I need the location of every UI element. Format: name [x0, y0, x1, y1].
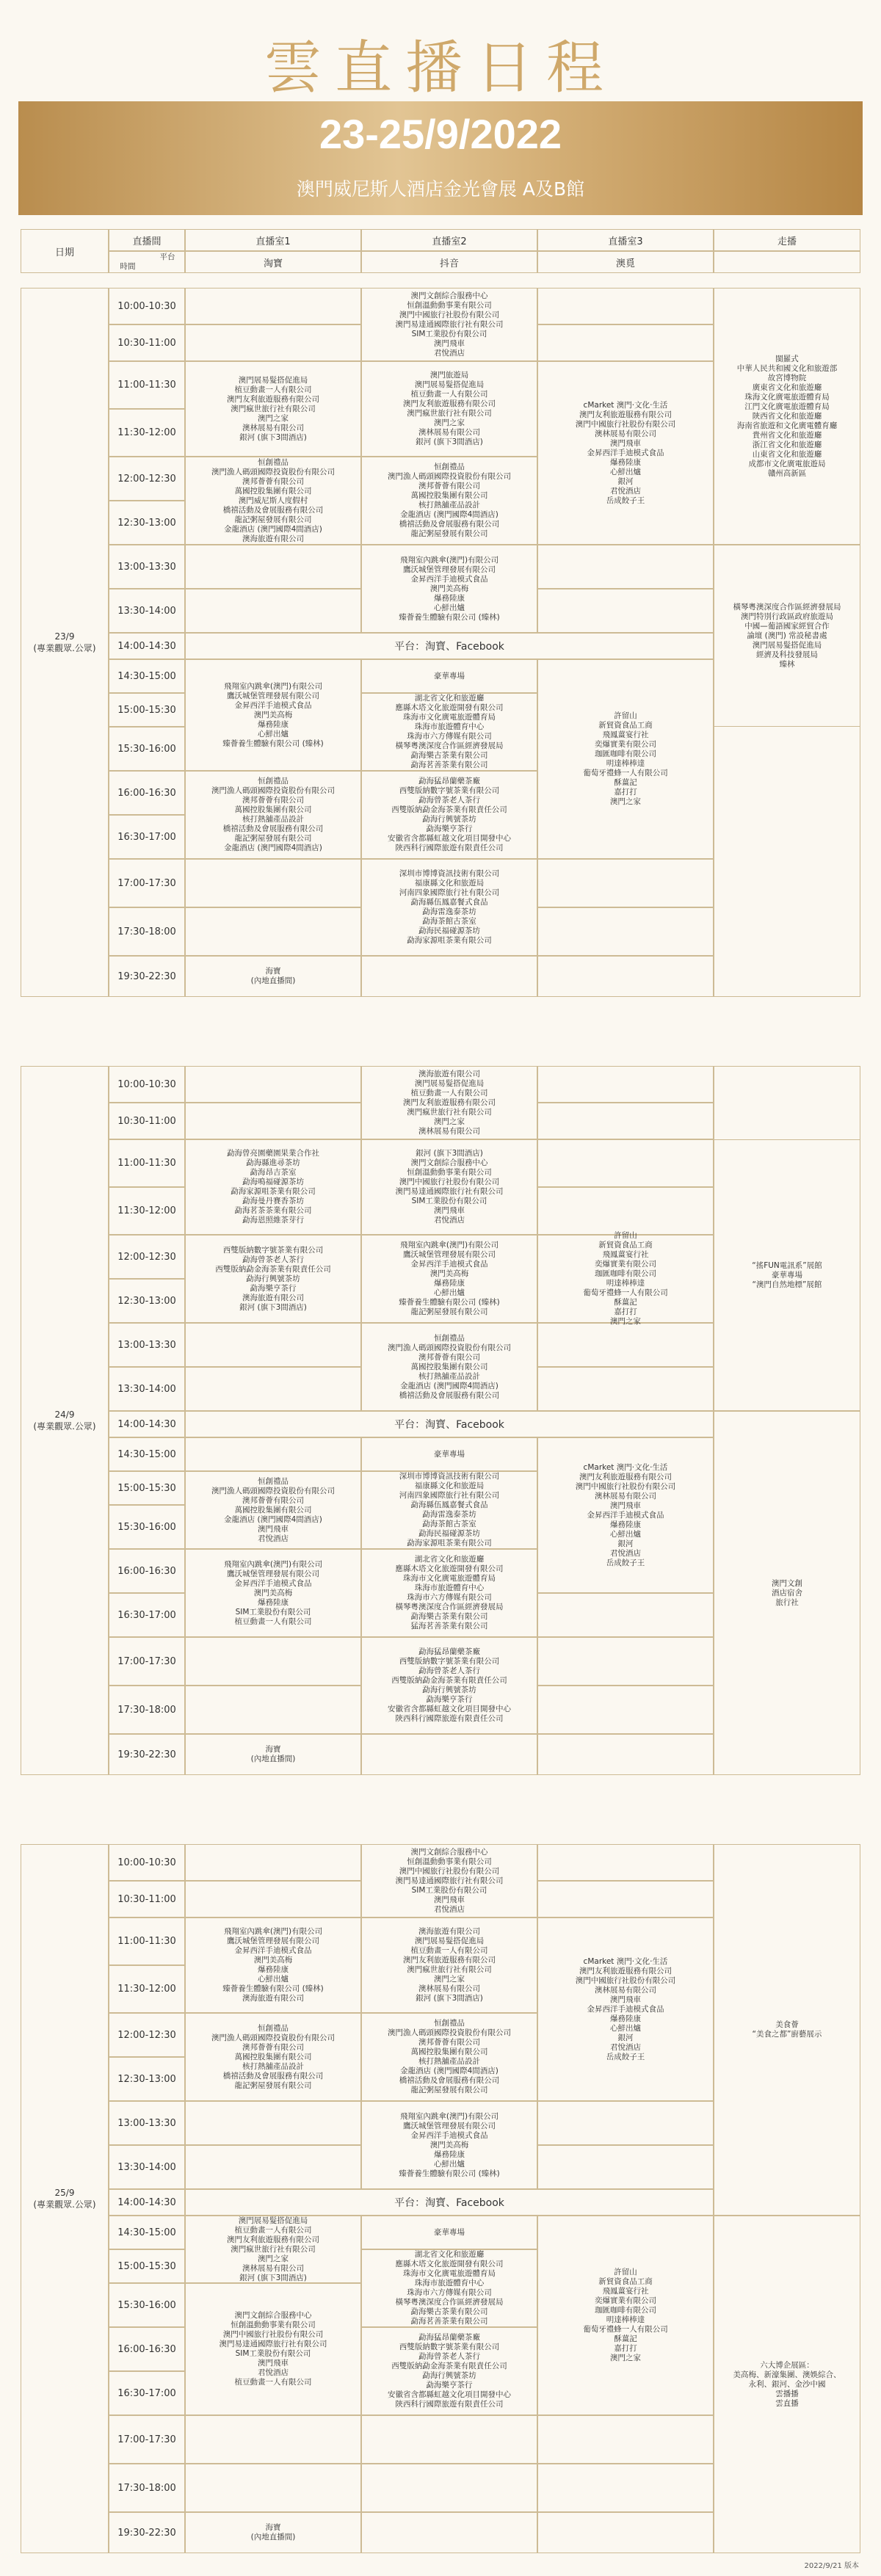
header-room-1-text: 直播室1: [255, 236, 291, 247]
time-slot-text: 16:00-16:30: [117, 1565, 176, 1577]
schedule-entry: 飛翔室內跳傘(澳門)有限公司 鷹沃城堡管理發展有限公司 金昇西洋手迪模式食品 澳門美高梅 爆務陸康 心鮮出爐 臻薈養生體驗有限公司 (臻林): [399, 2111, 500, 2178]
schedule-cell: [185, 859, 361, 907]
schedule-cell: [537, 1187, 714, 1235]
schedule-entry: 西雙版納數字號茶業有限公司 勐海曾茶老人茶行 西雙版納勐金海茶業有限責任公司 勐海行興號茶坊 勐海樂亨茶行 澳海旅遊有限公司 銀河 (旗下3間酒店): [215, 1245, 331, 1312]
time-slot-text: 17:30-18:00: [117, 926, 176, 937]
time-slot-text: 12:30-13:00: [117, 517, 176, 529]
time-slot-text: 11:00-11:30: [117, 1936, 176, 1947]
time-slot-text: 10:30-11:00: [117, 1893, 176, 1905]
header-broadcast-time-text: 直播間: [132, 236, 162, 247]
schedule-entry: 澳門文創 酒店宿舍 旅行社: [772, 1578, 802, 1607]
time-slot-text: 13:30-14:00: [117, 2161, 176, 2173]
schedule-cell: [537, 1637, 714, 1686]
schedule-entry: 深圳市博博資訊技術有限公司 福康縣文化和旅遊局 河南四象國際旅行社有限公司 勐海縣伍鳳嘉餐式食品 勐海雷逸泰茶坊 勐海茶館古茶室 勐海民福碰源茶坊 勐海家源咀茶業有限公司: [399, 869, 500, 945]
schedule-entry: 許留山 新貿資食品工商 飛鳳薑宴行社 奕爆實業有限公司 珈匯咖啡有限公司 明達棒棒達 葡萄牙禮蜂一人有限公司 酥薑記 嘉打打 澳門之家: [583, 1231, 668, 1326]
time-slot-text: 10:30-11:00: [117, 337, 176, 349]
schedule-entry: 勐海猛昂蘭藥茶廠 西雙版納數字號茶業有限公司 勐海曾茶老人茶行 西雙版納勐金海茶業有限責任公司 勐海行興號茶坊 勐海樂亨茶行 安徽省含都縣虹越文化項目開發中心 陝西科行國際旅遊有限責任公司: [388, 2333, 511, 2409]
version-note: 2022/9/21 版本: [804, 2562, 859, 2570]
day-label-1-text: 23/9 (專業觀眾.公眾): [33, 631, 96, 653]
schedule-entry: 恒創禮品 澳門漁人碼頭國際投資股份有限公司 澳邦薈薈有限公司 萬國控股集團有限公司 核打熱舖產品設計 橋禧活動及會展服務有限公司 龍記粥屋發展有限公司 金龍酒店 (澳門國際4間酒店): [211, 777, 335, 852]
schedule-entry: 湖北省文化和旅遊廳 應縣木塔文化旅遊開發有限公司 珠海市文化廣電旅遊體育局 珠海市旅遊體育中心 珠海市六方傳媒有限公司 橫琴粵澳深度合作區經濟發展局 勐海樂古茶業有限公司 勐海茗善茶業有限公司: [395, 2250, 504, 2326]
time-slot-text: 14:00-14:30: [117, 640, 176, 652]
time-slot-text: 14:00-14:30: [117, 2196, 176, 2208]
schedule-cell: [537, 1066, 714, 1103]
schedule-entry: 飛翔室內跳傘(澳門)有限公司 鷹沃城堡管理發展有限公司 金昇西洋手迪模式食品 澳門美高梅 爆務陸康 心鮮出爐 臻薈養生體驗有限公司 (臻林): [399, 555, 500, 622]
schedule-entry: 恒創禮品 澳門漁人碼頭國際投資股份有限公司 澳邦薈薈有限公司 萬國控股集團有限公司 核打熱舖產品設計 橋禧活動及會展服務有限公司 龍記粥屋發展有限公司: [211, 2023, 335, 2090]
time-slot-text: 12:00-12:30: [117, 1251, 176, 1263]
schedule-entry: cMarket 澳門‧文化‧生活 澳門友利旅遊服務有限公司 澳門中國旅行社股份有限公司 澳林展易有限公司 澳門飛車 金昇西洋手迪模式食品 爆務陸康 心鮮出爐 銀河 君悅酒店 岳成餃子王: [575, 400, 676, 505]
header-room-4-text: 走播: [777, 236, 797, 247]
schedule-cell: [361, 1734, 537, 1775]
schedule-entry: 飛翔室內跳傘(澳門)有限公司 鷹沃城堡管理發展有限公司 金昇西洋手迪模式食品 澳門美高梅 爆務陸康 SIM工業股份有限公司 植豆動畫一人有限公司: [223, 1559, 323, 1626]
schedule-cell: [537, 907, 714, 956]
schedule-entry: 六大博企展區： 美高梅、新濠集團、澳娛綜合、 永利、銀河、金沙中國 雲播播 雲直播: [733, 2360, 841, 2408]
schedule-entry: 恒創禮品 澳門漁人碼頭國際投資股份有限公司 澳邦薈薈有限公司 萬國控股集團有限公司 核打熱舖產品設計 金龍酒店 (澳門國際4間酒店) 橋禧活動及會展服務有限公司 龍記粥屋發展有限公司: [388, 2019, 511, 2094]
time-slot-text: 12:30-13:00: [117, 1295, 176, 1307]
schedule-entry: 橫琴粵澳深度合作區經濟發展局 澳門特別行政區政府旅遊局 中國—葡語國家經貿合作 論壇 (澳門) 常設秘書處 澳門展易髮搭促進局 經濟及科技發展局 臻林: [733, 602, 841, 669]
time-slot-text: 15:30-16:00: [117, 743, 176, 755]
schedule-cell: [537, 324, 714, 361]
schedule-cell: [537, 1686, 714, 1734]
time-slot-text: 16:30-17:00: [117, 1609, 176, 1621]
schedule-cell: [537, 2415, 714, 2464]
time-slot-text: 17:00-17:30: [117, 877, 176, 889]
schedule-cell: [185, 1637, 361, 1686]
schedule-cell: [537, 1734, 714, 1775]
schedule-entry: 勐海猛昂蘭藥茶廠 西雙版納數字號茶業有限公司 勐海曾茶老人茶行 西雙版納勐金海茶業有限責任公司 勐海行興號茶坊 勐海樂亨茶行 安徽省含都縣虹越文化項目開發中心 陝西科行國際旅遊有限責任公司: [388, 777, 511, 852]
time-slot-text: 12:00-12:30: [117, 2029, 176, 2041]
schedule-cell: [537, 1844, 714, 1881]
time-slot-text: 11:00-11:30: [117, 380, 176, 391]
schedule-cell: [361, 2512, 537, 2553]
schedule-cell: [537, 956, 714, 997]
schedule-entry: 海寶 (內地直播間): [250, 2523, 296, 2541]
schedule-entry: 恒創禮品 澳門漁人碼頭國際投資股份有限公司 澳邦薈薈有限公司 萬國控股集團有限公司 核打熱舖產品設計 金龍酒店 (澳門國際4間酒店) 橋禧活動及會展服務有限公司 龍記粥屋發展有限公司: [388, 462, 511, 538]
schedule-cell: [185, 2145, 361, 2189]
header-platform-1-text: 淘寶: [263, 258, 283, 269]
platform-row-text: 平台：淘寶、Facebook: [394, 2197, 504, 2209]
event-dates: 23-25/9/2022: [319, 111, 562, 157]
schedule-entry: 豪華專場: [434, 2227, 465, 2237]
header-platform-3-text: 澳覓: [615, 258, 635, 269]
schedule-cell: [185, 1881, 361, 1918]
day-label-3-text: 25/9 (專業觀眾.公眾): [33, 2187, 96, 2210]
time-slot-text: 13:00-13:30: [117, 561, 176, 573]
schedule-cell: [537, 288, 714, 324]
schedule-entry: 深圳市博博資訊技術有限公司 福康縣文化和旅遊局 河南四象國際旅行社有限公司 勐海縣伍鳳嘉餐式食品 勐海雷逸泰茶坊 勐海茶館古茶室 勐海民福碰源茶坊 勐海家源咀茶業有限公司: [399, 1472, 500, 1548]
time-slot-text: 12:30-13:00: [117, 2073, 176, 2085]
schedule-cell: [537, 545, 714, 589]
time-slot-text: 19:30-22:30: [117, 1749, 176, 1760]
time-slot-text: 11:30-12:00: [117, 1205, 176, 1216]
schedule-entry: 海寶 (內地直播間): [250, 1745, 296, 1763]
schedule-cell: [361, 2415, 537, 2464]
schedule-cell: [537, 1323, 714, 1367]
schedule-entry: “搖FUN電訊系”展館 豪華專場 “澳門自然地標”展館: [752, 1260, 822, 1289]
schedule-cell: [537, 2145, 714, 2189]
schedule-cell: [537, 1367, 714, 1411]
time-slot-text: 14:30-15:00: [117, 1448, 176, 1460]
schedule-entry: 恒創禮品 澳門漁人碼頭國際投資股份有限公司 澳邦薈薈有限公司 萬國控股集團有限公司 澳門威尼斯人度假村 橋禧活動及會展服務有限公司 龍記粥屋發展有限公司 金龍酒店 (澳門國際4間酒店) 澳海旅遊有限公司: [211, 457, 335, 543]
schedule-cell: [185, 545, 361, 589]
schedule-entry: 澳門展易髮搭促進局 植豆動畫一人有限公司 澳門友利旅遊服務有限公司 澳門瘋世旅行社有限公司 澳門之家 澳林展易有限公司 銀河 (旗下3間酒店): [227, 375, 319, 442]
header-room-2-text: 直播室2: [432, 236, 467, 247]
schedule-entry: 勐海曾亮園藥園果業合作社 勐海縣進尋茶坊 勐海昂吉茶室 勐海鳴福碰源茶坊 勐海家源咀茶業有限公司 勐海曼丹賽香茶坊 勐海茗茶茶業有限公司 勐海恩照維茶芽行: [227, 1149, 319, 1224]
time-slot-text: 11:30-12:00: [117, 1984, 176, 1995]
time-slot-text: 19:30-22:30: [117, 970, 176, 982]
schedule-entry: 湖北省文化和旅遊廳 應縣木塔文化旅遊開發有限公司 珠海市文化廣電旅遊體育局 珠海市旅遊體育中心 珠海市六方傳媒有限公司 橫琴粵澳深度合作區經濟發展局 勐海樂古茶業有限公司 勐海茗善茶業有限公司: [395, 694, 504, 769]
schedule-entry: cMarket 澳門‧文化‧生活 澳門友利旅遊服務有限公司 澳門中國旅行社股份有限公司 澳林展易有限公司 澳門飛車 金昇西洋手迪模式食品 爆務陸康 心鮮出爐 銀河 君悅酒店 岳成餃子王: [575, 1462, 676, 1567]
time-slot-text: 10:30-11:00: [117, 1115, 176, 1127]
schedule-cell: [185, 907, 361, 956]
schedule-cell: [185, 589, 361, 633]
schedule-cell: [185, 1844, 361, 1881]
time-slot-text: 14:30-15:00: [117, 2227, 176, 2238]
schedule-entry: 澳門文創綜合服務中心 恒創溫動動事業有限公司 澳門中國旅行社股份有限公司 澳門易達通國際旅行社有限公司 SIM工業股份有限公司 澳門飛車 君悅酒店 植豆動畫一人有限公司: [219, 2311, 327, 2387]
schedule-cell: [537, 1881, 714, 1918]
schedule-entry: 豪華專場: [434, 671, 465, 681]
time-slot-text: 11:30-12:00: [117, 427, 176, 438]
time-slot-text: 17:00-17:30: [117, 1655, 176, 1667]
schedule-entry: 飛翔室內跳傘(澳門)有限公司 鷹沃城堡管理發展有限公司 金昇西洋手迪模式食品 澳門美高梅 爆務陸康 心鮮出爐 臻薈養生體驗有限公司 (臻林) 澳海旅遊有限公司: [222, 1927, 324, 2003]
schedule-entry: 澳門文創綜合服務中心 恒創溫動動事業有限公司 澳門中國旅行社股份有限公司 澳門易達通國際旅行社有限公司 SIM工業股份有限公司 澳門飛車 君悅酒店: [395, 291, 504, 358]
schedule-cell: [185, 2101, 361, 2145]
header-time-label: 時間: [120, 262, 136, 271]
event-venue: 澳門威尼斯人酒店金光會展 A及B館: [296, 178, 585, 200]
schedule-entry: 澳門旅遊局 澳門展易髮搭促進局 植豆動畫一人有限公司 澳門友利旅遊服務有限公司 澳門瘋世旅行社有限公司 澳門之家 澳林展易有限公司 銀河 (旗下3間酒店): [403, 371, 496, 446]
schedule-entry: 飛翔室內跳傘(澳門)有限公司 鷹沃城堡管理發展有限公司 金昇西洋手迪模式食品 澳門美高梅 爆務陸康 心鮮出爐 臻薈養生體驗有限公司 (臻林): [222, 681, 324, 748]
schedule-entry: 美食薈 “美食之都”廚藝展示: [752, 2020, 822, 2039]
schedule-entry: 飛翔室內跳傘(澳門)有限公司 鷹沃城堡管理發展有限公司 金昇西洋手迪模式食品 澳門美高梅 爆務陸康 心鮮出爐 臻薈養生體驗有限公司 (臻林) 龍記粥屋發展有限公司: [399, 1241, 500, 1316]
schedule-entry: cMarket 澳門‧文化‧生活 澳門友利旅遊服務有限公司 澳門中國旅行社股份有限公司 澳林展易有限公司 澳門飛車 金昇西洋手迪模式食品 爆務陸康 心鮮出爐 銀河 君悅酒店 岳成餃子王: [575, 1956, 676, 2061]
header-platform-2-text: 抖音: [439, 258, 459, 269]
time-slot-text: 19:30-22:30: [117, 2527, 176, 2539]
schedule-entry: 湖北省文化和旅遊廳 應縣木塔文化旅遊開發有限公司 珠海市文化廣電旅遊體育局 珠海市旅遊體育中心 珠海市六方傳媒有限公司 橫琴粵澳深度合作區經濟發展局 勐海樂古茶業有限公司 猛海茗善茶業有限公司: [395, 1555, 504, 1630]
schedule-cell: [185, 288, 361, 324]
schedule-cell: [185, 324, 361, 361]
schedule-entry: 閩羅式 中華人民共和國文化和旅遊部 故宮博物院 廣東省文化和旅遊廳 珠海文化廣電旅遊體育局 江門文化廣電旅遊體育局 陝西省文化和旅遊廳 海南省旅遊和文化廣電體育廳 貴州省文化和旅遊廳 浙江省文化和旅遊廳 山東省文化和旅遊廳 成都市文化廣電旅遊局 贛州高新區: [736, 354, 838, 478]
time-slot-text: 16:30-17:00: [117, 831, 176, 843]
time-slot-text: 15:00-15:30: [117, 704, 176, 716]
time-slot-text: 13:30-14:00: [117, 605, 176, 617]
schedule-cell: [537, 2512, 714, 2553]
schedule-entry: 勐海猛昂蘭藥茶廠 西雙版納數字號茶業有限公司 勐海曾茶老人茶行 西雙版納勐金海茶業有限責任公司 勐海行興號茶坊 勐海樂亨茶行 安徽省含都縣虹越文化項目開發中心 陝西科行國際旅遊有限責任公司: [388, 1647, 511, 1723]
schedule-cell: [361, 2464, 537, 2512]
schedule-entry: 銀河 (旗下3間酒店) 澳門文創綜合服務中心 恒創溫動動事業有限公司 澳門中國旅行社股份有限公司 澳門易達通國際旅行社有限公司 SIM工業股份有限公司 澳門飛車 君悅酒店: [395, 1149, 504, 1224]
time-slot-text: 13:00-13:30: [117, 2117, 176, 2129]
schedule-cell: [185, 1066, 361, 1103]
schedule-cell: [185, 1686, 361, 1734]
schedule-entry: 恒創禮品 澳門漁人碼頭國際投資股份有限公司 澳邦薈薈有限公司 萬國控股集團有限公司 金龍酒店 (澳門國際4間酒店) 澳門飛車 君悅酒店: [211, 1476, 335, 1543]
time-slot-text: 12:00-12:30: [117, 473, 176, 485]
time-slot-text: 16:00-16:30: [117, 787, 176, 799]
schedule-cell: [185, 2415, 361, 2464]
schedule-entry: 許留山 新貿資食品工商 飛鳳薑宴行社 奕爆實業有限公司 珈匯咖啡有限公司 明達棒棒達 葡萄牙禮蜂一人有限公司 酥薑記 嘉打打 澳門之家: [583, 2268, 668, 2362]
schedule-entry: 恒創禮品 澳門漁人碼頭國際投資股份有限公司 澳邦薈薈有限公司 萬國控股集團有限公司 核打熱舖產品設計 金龍酒店 (澳門國際4間酒店) 橋禧活動及會展服務有限公司: [388, 1333, 511, 1400]
time-slot-text: 15:00-15:30: [117, 1482, 176, 1494]
schedule-entry: 澳海旅遊有限公司 澳門展易髮搭促進局 植豆動畫一人有限公司 澳門友利旅遊服務有限公司 澳門瘋世旅行社有限公司 澳門之家 澳林展易有限公司: [403, 1069, 496, 1136]
schedule-cell: [185, 2464, 361, 2512]
time-slot-text: 13:30-14:00: [117, 1383, 176, 1395]
platform-row-text: 平台：淘寶、Facebook: [394, 1419, 504, 1431]
time-slot-text: 17:00-17:30: [117, 2434, 176, 2445]
platform-row-text: 平台：淘寶、Facebook: [394, 641, 504, 653]
header-date-text: 日期: [54, 247, 74, 258]
schedule-cell: [537, 859, 714, 907]
header-room-3-text: 直播室3: [608, 236, 643, 247]
schedule-cell: [185, 1437, 361, 1471]
schedule-entry: 豪華專場: [434, 1449, 465, 1459]
time-slot-text: 10:00-10:30: [117, 1857, 176, 1868]
schedule-cell: [185, 1367, 361, 1411]
schedule-entry: 澳海旅遊有限公司 澳門展易髮搭促進局 植豆動畫一人有限公司 澳門友利旅遊服務有限公司 澳門瘋世旅行社有限公司 澳門之家 澳林展易有限公司 銀河 (旗下3間酒店): [403, 1927, 496, 2003]
schedule-cell: [185, 1103, 361, 1139]
time-slot-text: 11:00-11:30: [117, 1158, 176, 1169]
header-platform-4: [714, 251, 860, 273]
page-title: 雲直播日程: [264, 35, 617, 101]
time-slot-text: 14:30-15:00: [117, 670, 176, 682]
time-slot-text: 16:30-17:00: [117, 2387, 176, 2399]
schedule-cell: [537, 1103, 714, 1139]
time-slot-text: 15:30-16:00: [117, 1521, 176, 1533]
time-slot-text: 10:00-10:30: [117, 300, 176, 312]
schedule-cell: [537, 1593, 714, 1637]
schedule-cell: [537, 2101, 714, 2145]
time-slot-text: 10:00-10:30: [117, 1078, 176, 1090]
time-slot-text: 15:30-16:00: [117, 2299, 176, 2311]
time-slot-text: 15:00-15:30: [117, 2260, 176, 2272]
time-slot-text: 14:00-14:30: [117, 1418, 176, 1430]
time-slot-text: 16:00-16:30: [117, 2343, 176, 2355]
time-slot-text: 17:30-18:00: [117, 2482, 176, 2494]
day-label-2-text: 24/9 (專業觀眾.公眾): [33, 1409, 96, 1432]
schedule-cell: [537, 1139, 714, 1187]
schedule-cell: [537, 2464, 714, 2512]
schedule-entry: 許留山 新貿資食品工商 飛鳳薑宴行社 奕爆實業有限公司 珈匯咖啡有限公司 明達棒棒達 葡萄牙禮蜂一人有限公司 酥薑記 嘉打打 澳門之家: [583, 711, 668, 806]
time-slot-text: 17:30-18:00: [117, 1704, 176, 1716]
schedule-entry: 澳門展易髮搭促進局 植豆動畫一人有限公司 澳門友利旅遊服務有限公司 澳門瘋世旅行社有限公司 澳門之家 澳林展易有限公司 銀河 (旗下3間酒店): [227, 2216, 319, 2282]
schedule-entry: 海寶 (內地直播間): [250, 967, 296, 985]
schedule-cell: [361, 956, 537, 997]
schedule-entry: 澳門文創綜合服務中心 恒創溫動動事業有限公司 澳門中國旅行社股份有限公司 澳門易達通國際旅行社有限公司 SIM工業股份有限公司 澳門飛車 君悅酒店: [395, 1847, 504, 1914]
time-slot-text: 13:00-13:30: [117, 1339, 176, 1351]
schedule-cell: [185, 1323, 361, 1367]
header-platform-label: 平台: [159, 253, 175, 261]
schedule-cell: [537, 589, 714, 633]
